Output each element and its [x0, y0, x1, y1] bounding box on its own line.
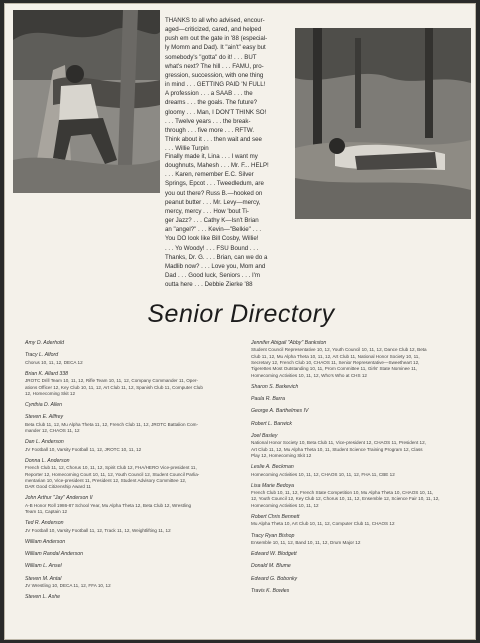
senior-activities: Secretary 12, French Club 10, CHAOS 11, Senior Representative—Sweetheart 12,: [251, 360, 420, 365]
senior-entry: [25, 495, 247, 515]
senior-name: Robert Chris Bennett: [251, 513, 300, 520]
senior-activities: mentarian 10, Vice-president 11, President 12, Student Advisory Committee 12,: [25, 477, 187, 483]
senior-name: George A. Barthelmes IV: [251, 408, 309, 415]
senior-activities: Student Council Representative 10, 12, Youth Council 10, 11, 12, Dance Club 12, Beta: [251, 347, 427, 353]
message-line: an "angel?" . . . Kevin—"Belkie" . . .: [165, 226, 262, 234]
senior-activities: Art Club 11, 12, Mu Alpha Theta 10, 11, Student Science Training Program 12, Class: [251, 446, 423, 452]
senior-name: Donna L. Anderson: [25, 457, 70, 464]
senior-entry: [251, 551, 473, 558]
senior-name: Tracy Ryan Bishop: [251, 532, 295, 539]
message-line: gloomy . . . Man, I DON'T THINK SO!: [165, 108, 267, 116]
message-line: Think about it . . . then wait and see: [165, 136, 262, 144]
senior-activities: Homecoming Activities 10, 11, 12, CHAOS 10, 11, 12, FHA 11, CBE 12: [251, 471, 395, 477]
message-line: push em out the gate in '88 (especial-: [165, 35, 268, 43]
senior-activities: JV Football 10, Varsity Football 11, 12, Track 11, 12, Weightlifting 11, 12: [25, 527, 171, 533]
yearbook-page: [4, 3, 476, 640]
senior-activities: ations Officer 12, Key Club 10, 11, 12, Art Club 11, 12, Spanish Club 11, Computer Club: [25, 384, 203, 390]
senior-name: Tracy L. Alford: [25, 352, 59, 359]
senior-message-willie: [165, 16, 290, 153]
message-line: . . . Willie Turpin: [165, 145, 209, 153]
message-line: somebody's "gotta" do it! . . . BUT: [165, 53, 257, 61]
senior-name: Steven E. Allfrey: [25, 414, 64, 421]
message-line: Dad . . . Good luck, Seniors . . . I'm: [165, 272, 261, 280]
senior-name: Edward W. Blodgett: [251, 551, 297, 558]
message-line: A profession . . . a SAAB . . . the: [165, 90, 253, 98]
senior-activities: Homecoming Activities 10, 11, 12, Who's Who at CHS 12: [251, 372, 367, 378]
senior-entry: [251, 483, 473, 509]
senior-name: Robert L. Barwick: [251, 420, 292, 427]
senior-activities: Chorus 10, 11, 12, DECA 12: [25, 359, 83, 365]
senior-name: Leslie A. Beckman: [251, 464, 294, 471]
senior-entry: [25, 563, 247, 570]
message-line: Madlib now? . . . Love you, Mom and: [165, 262, 266, 270]
directory-column-right: [251, 340, 473, 600]
message-line: . . . Twelve years . . . the break-: [165, 117, 251, 125]
senior-activities: A-B Honor Roll 1986-87 School Year, Mu Alpha Theta 12, Beta Club 12, Wrestling: [25, 502, 192, 508]
senior-name: Steven M. Antal: [25, 575, 62, 582]
message-line: Springs, Epcot . . . Tweedledum, are: [165, 180, 264, 188]
senior-name: William Randal Anderson: [25, 551, 84, 558]
senior-name: Lisa Marie Bedoya: [251, 482, 294, 489]
senior-activities: French Club 11, 12, Chorus 10, 11, 12, Spirit Club 12, FHA/HERO Vice-president 11,: [25, 465, 197, 471]
senior-activities: French Club 10, 11, 12, French State Competition 10, Mu Alpha Theta 10, CHAOS 10, 11,: [251, 490, 434, 496]
senior-activities: Reporter 12, Homecoming Court 10, 11, 12, Youth Council 12, Student Council Parlia-: [25, 471, 200, 477]
senior-message-debbie: [165, 152, 290, 289]
senior-activities: DAR Good Citizenship Award 11: [25, 484, 91, 490]
senior-activities: Play 12, Homecoming Skit 12: [251, 452, 312, 458]
senior-name: Cynthia D. Allen: [25, 402, 63, 409]
senior-name: Sharon S. Barkevich: [251, 383, 299, 390]
senior-entry: [251, 576, 473, 583]
senior-entry: [25, 576, 247, 590]
message-line: you out there? Russ B.—hooked on: [165, 189, 263, 197]
senior-activities: Ensemble 10, 11, 12, Band 10, 11, 12, Drum Major 12: [251, 539, 361, 545]
senior-entry: [251, 433, 473, 459]
senior-entry: [251, 533, 473, 547]
senior-name: Paula R. Barra: [251, 396, 286, 403]
message-line: what's next? The hill . . . FAMU, pro-: [165, 62, 264, 70]
senior-name: Dan L. Anderson: [25, 439, 64, 446]
message-line: THANKS to all who advised, encour-: [165, 17, 265, 24]
message-line: Thanks, Dr. G. . . . Brian, can we do a: [165, 253, 268, 261]
message-line: mercy, mercy . . . How 'bout Ti-: [165, 207, 249, 215]
senior-name: Amy D. Aderhold: [25, 340, 65, 346]
senior-name: Brian K. Allard 338: [25, 370, 69, 377]
senior-name: William Anderson: [25, 538, 66, 545]
senior-entry: [25, 371, 247, 397]
message-line: doughnuts, Mahesh . . . Mr. F... HELP!: [165, 162, 269, 170]
message-line: ly Momm and Dad). It "ain't" easy but: [165, 44, 266, 52]
senior-activities: JV Wrestling 10, DECA 11, 12, FFA 10, 12: [25, 583, 111, 589]
senior-entry: [25, 551, 247, 558]
senior-name: Joel Basley: [251, 432, 278, 439]
senior-name: Travis K. Bowles: [251, 588, 290, 595]
senior-portrait-photo-left: [13, 10, 160, 193]
senior-entry: [25, 520, 247, 534]
senior-entry: [25, 402, 247, 409]
senior-activities: 12, Homecoming Skit 12: [25, 390, 76, 396]
message-line: through . . . five more . . . RFTW.: [165, 126, 255, 134]
page-title: Senior Directory: [147, 300, 335, 328]
senior-name: Jennifer Abigail "Abby" Bankston: [251, 340, 327, 346]
senior-activities: JROTC Drill Team 10, 11, 12, Rifle Team 10, 11, 12, Company Commander 11, Oper-: [25, 378, 198, 384]
senior-entry: [25, 414, 247, 434]
senior-entry: [251, 563, 473, 570]
directory-column-left: [25, 340, 247, 607]
message-line: outta here . . . Debbie Zierke '88: [165, 281, 253, 289]
senior-activities: 12, Youth Council 12, Key Club 12, Chorus 10, 11, 12, Ensemble 12, Science Fair 10, 11, 12,: [251, 496, 440, 502]
message-line: in mind . . . GETTING PAID 'N FULL!: [165, 81, 266, 89]
senior-entry: [25, 340, 247, 347]
senior-activities: Tigerettes Most Outstanding 10, 11, Prom Committee 11, Girls' State Nominee 11,: [251, 366, 418, 372]
message-line: dreams . . . the goals. The future?: [165, 99, 258, 107]
senior-activities: JV Football 10, Varsity Football 11, 12, JROTC 10, 11, 12: [25, 446, 142, 452]
senior-activities: Club 11, 12, Mu Alpha Theta 10, 11, 12, Art Club 11, National Honor Society 10, 11,: [251, 353, 420, 359]
senior-entry: [251, 464, 473, 478]
senior-activities: mander 12, CHAOS 11, 12: [25, 428, 80, 434]
senior-name: Ted R. Anderson: [25, 520, 64, 527]
senior-activities: Beta Club 11, 12, Mu Alpha Theta 11, 12, French Club 11, 12, JROTC Battalion Com-: [25, 421, 199, 427]
senior-entry: [25, 352, 247, 366]
message-line: You DO look like Bill Cosby, Willie!: [165, 235, 259, 243]
senior-entry: [251, 514, 473, 528]
senior-activities: National Honor Society 10, Beta Club 11, Vice-president 12, CHAOS 11, President 12,: [251, 440, 426, 446]
senior-entry: [251, 396, 473, 403]
message-line: Finally made it, Lina . . . I want my: [165, 153, 258, 160]
senior-name: John Arthur "Jay" Anderson II: [25, 495, 93, 502]
senior-activities: Homecoming Activities 10, 11, 12: [251, 502, 319, 508]
senior-entry: [25, 539, 247, 546]
senior-entry: [251, 408, 473, 415]
message-line: peanut butter . . . Mr. Levy—mercy,: [165, 198, 261, 206]
senior-name: Steven L. Ashe: [25, 594, 60, 601]
message-line: . . . Yo Woody! . . . FSU Bound . . .: [165, 244, 259, 252]
senior-name: Edward G. Bobonky: [251, 575, 298, 582]
senior-name: Donald M. Blume: [251, 563, 291, 570]
senior-entry: [251, 340, 473, 379]
senior-portrait-photo-right: [295, 28, 471, 219]
senior-entry: [251, 421, 473, 428]
senior-entry: [251, 384, 473, 391]
senior-name: William L. Ansel: [25, 563, 62, 570]
senior-entry: [25, 439, 247, 453]
message-line: . . . Karen, remember E.C. Silver: [165, 171, 254, 179]
senior-activities: Team 11, Captain 12: [25, 509, 68, 515]
senior-entry: [251, 588, 473, 595]
message-line: aged—criticized, cared, and helped: [165, 26, 262, 34]
message-line: ger Jazz? . . . Cathy K—Isn't Brian: [165, 217, 259, 225]
senior-activities: Mu Alpha Theta 10, Art Club 10, 11, 12, Computer Club 11, CHAOS 12: [251, 521, 395, 527]
senior-entry: [25, 594, 247, 601]
message-line: gression, succession, with one thing: [165, 71, 264, 79]
senior-entry: [25, 458, 247, 491]
